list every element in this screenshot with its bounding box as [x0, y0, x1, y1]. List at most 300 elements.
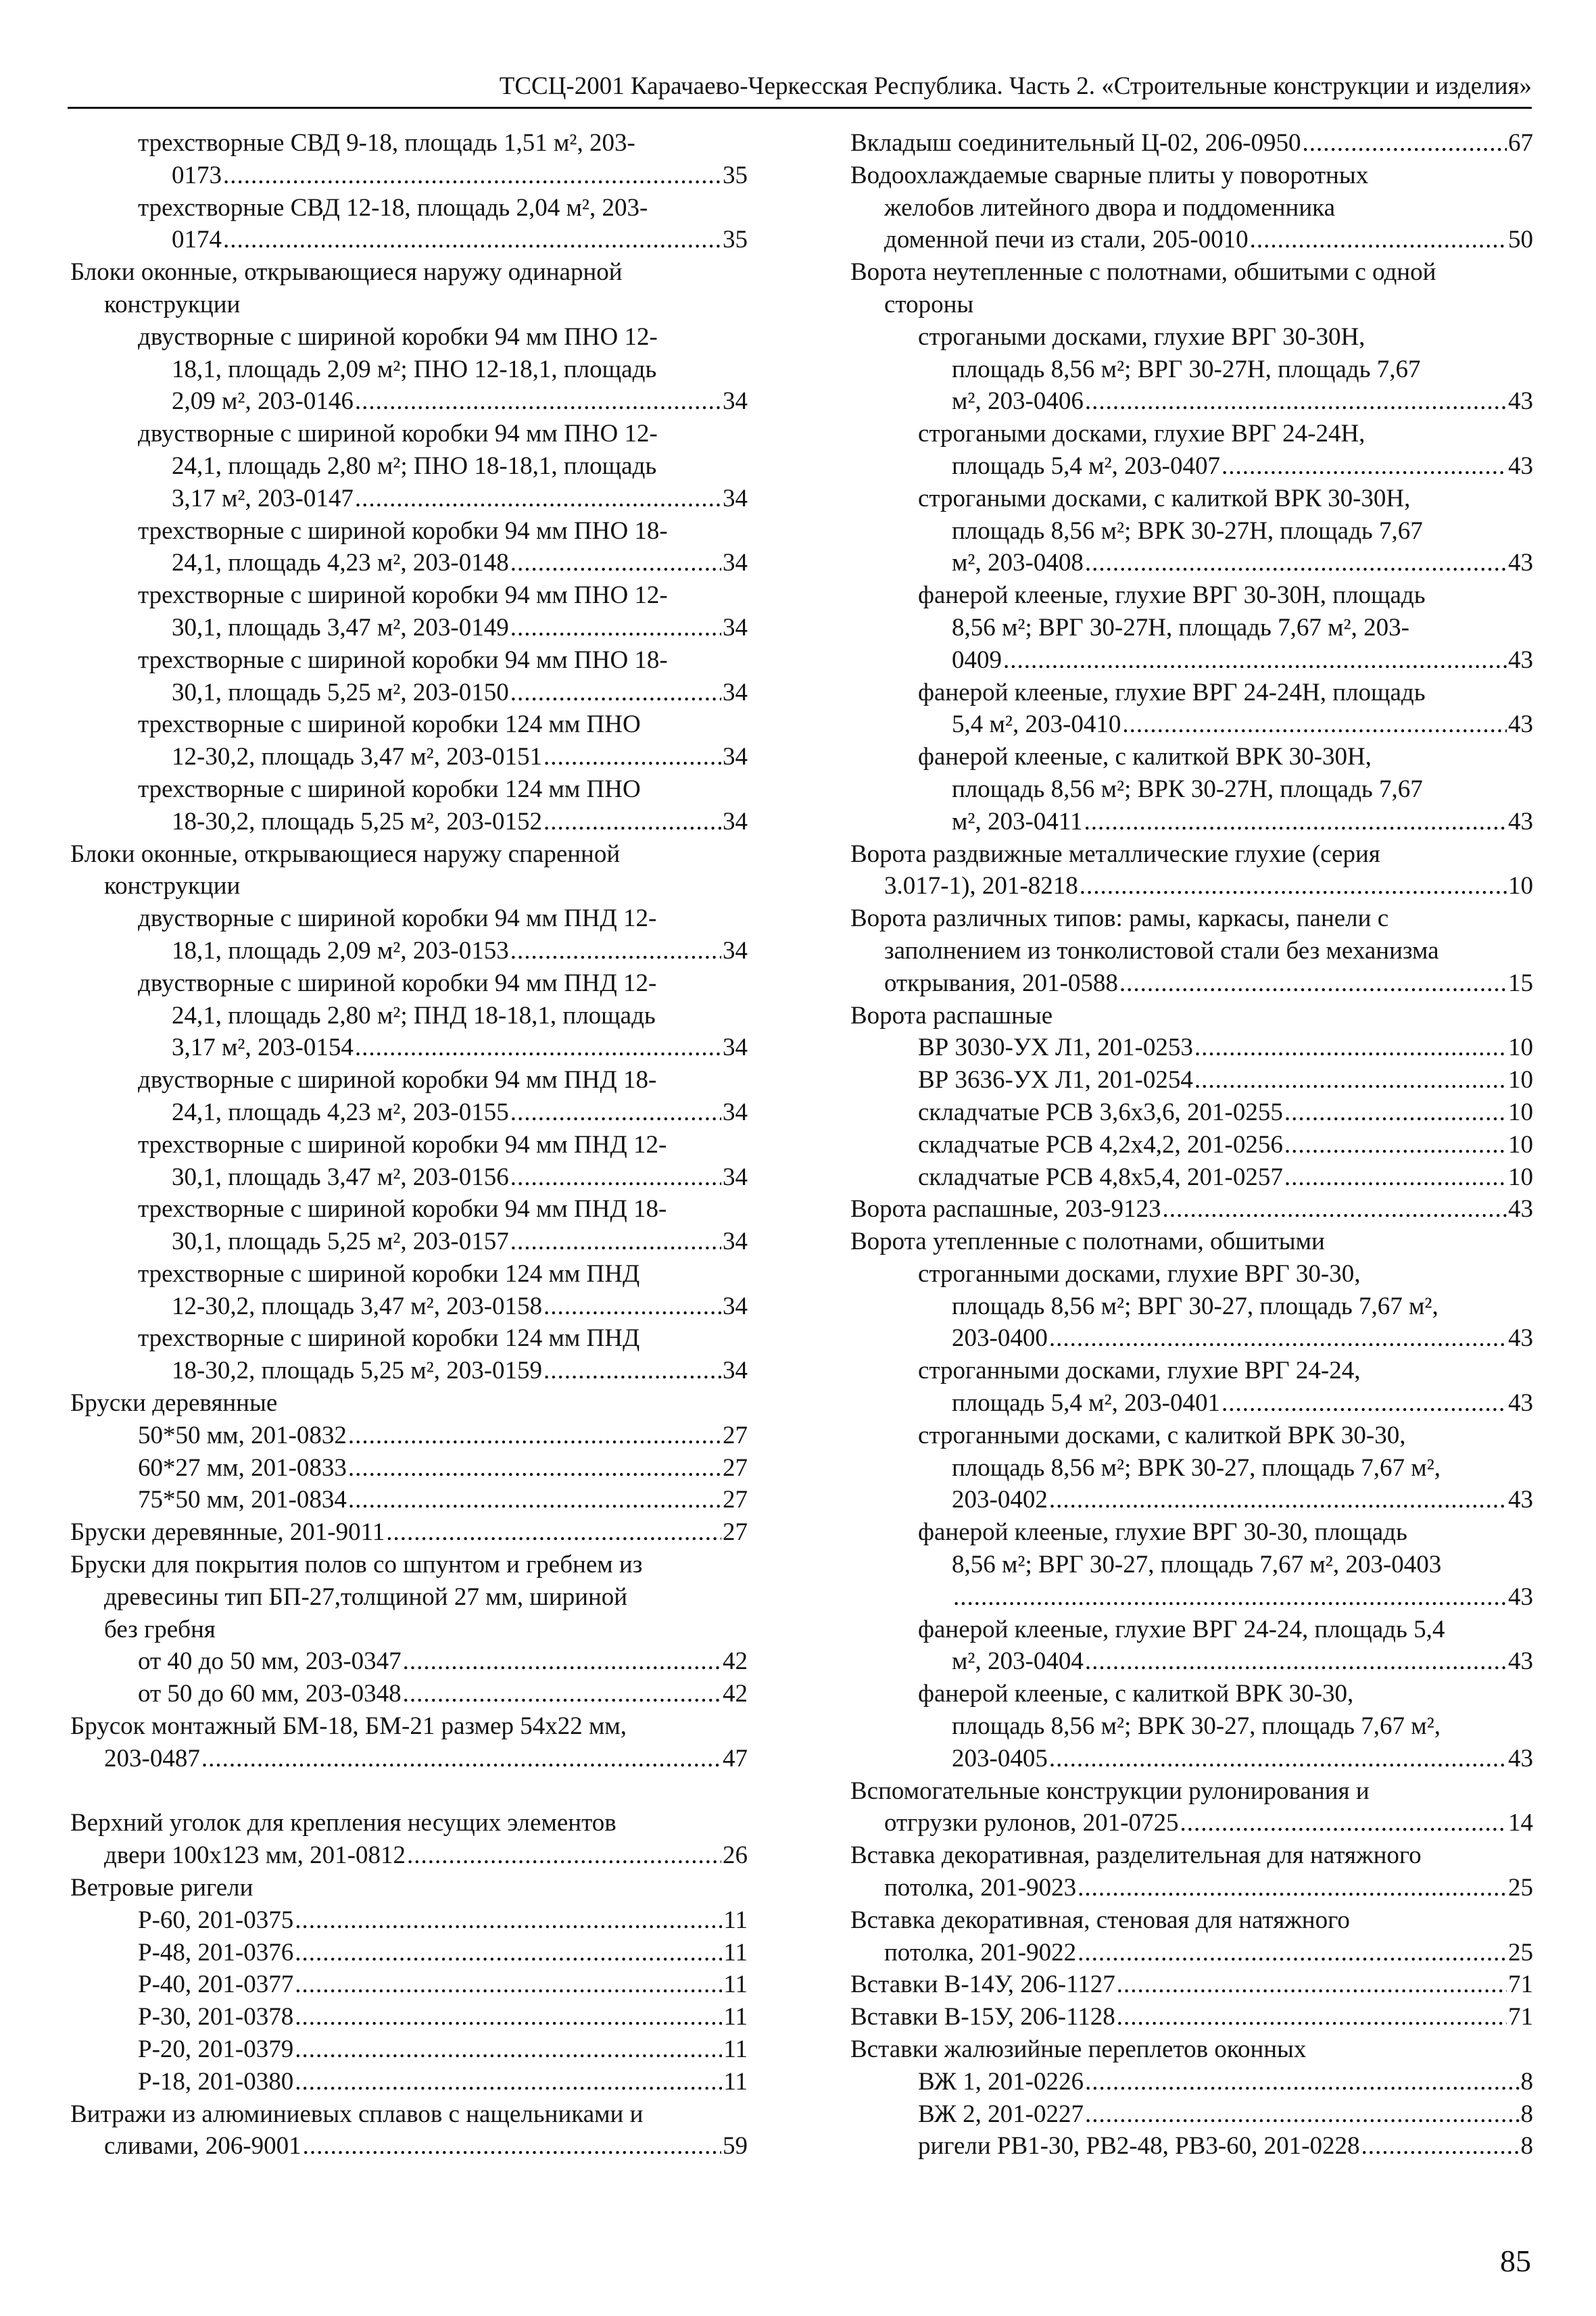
entry-page-number: 10: [1508, 1130, 1533, 1159]
entry-page-number: 42: [723, 1680, 748, 1708]
entry-leader-row: [918, 1322, 1533, 1355]
entry-text-line: трехстворные с шириной коробки 94 мм ПНО 12-: [138, 581, 668, 610]
dot-leader: [1222, 1387, 1507, 1420]
entry-page-number: 14: [1508, 1809, 1533, 1837]
entry-page-number: 47: [723, 1744, 748, 1772]
entry-page-number: 43: [1508, 1744, 1533, 1772]
index-entry: [70, 1872, 748, 1904]
index-column-left: [70, 127, 748, 2163]
entry-text-line: Блоки оконные, открывающиеся наружу одинарной: [70, 258, 623, 287]
entry-text-line: конструкции: [104, 290, 241, 318]
entry-label: 60*27 мм, 201-0833: [138, 1453, 347, 1482]
entry-leader-row: [850, 224, 1533, 256]
dot-leader: [953, 1581, 1507, 1614]
entry-page-number: 10: [1508, 1066, 1533, 1094]
entry-label: 24,1, площадь 4,23 м², 203-0148: [172, 549, 509, 577]
dot-leader: [1049, 1743, 1507, 1775]
dot-leader: [1003, 644, 1507, 677]
dot-leader: [543, 806, 721, 838]
dot-leader: [295, 1904, 722, 1937]
entry-label: 30,1, площадь 3,47 м², 203-0156: [172, 1163, 509, 1191]
entry-text-line: трехстворные СВД 9-18, площадь 1,51 м², 203-: [138, 129, 635, 157]
entry-label: Р-40, 201-0377: [138, 1971, 294, 1999]
entry-page-number: 42: [723, 1647, 748, 1676]
dot-leader: [355, 483, 721, 515]
dot-leader: [1049, 1484, 1507, 1516]
entry-label: Вкладыш соединительный Ц-02, 206-0950: [850, 129, 1301, 157]
dot-leader: [510, 1096, 721, 1129]
dot-leader: [1119, 967, 1507, 1000]
dot-leader: [1284, 1161, 1507, 1194]
index-entry: [70, 2098, 748, 2163]
entry-label: отгрузки рулонов, 201-0725: [884, 1809, 1179, 1837]
entry-text-line: Ворота различных типов: рамы, каркасы, панели с: [850, 904, 1389, 933]
entry-leader-row: [918, 2066, 1533, 2098]
index-subentry: [70, 1420, 748, 1452]
entry-page-number: 50: [1508, 226, 1533, 254]
index-subentry: [70, 192, 748, 257]
entry-leader-row: [918, 1032, 1533, 1064]
entry-text-line: заполнением из тонколистовой стали без механизма: [884, 936, 1439, 965]
entry-text-line: Ворота неутепленные с полотнами, обшитыми с одной: [850, 258, 1436, 287]
entry-text-line: желобов литейного двора и поддоменника: [884, 193, 1335, 222]
dot-leader: [510, 935, 721, 967]
dot-leader: [348, 1420, 721, 1452]
entry-leader-row: [918, 1129, 1533, 1161]
entry-leader-row: [850, 1937, 1533, 1969]
entry-text-line: двустворные с шириной коробки 94 мм ПНО 12-: [138, 420, 658, 448]
index-entry: [70, 1387, 748, 1420]
entry-label: площадь 5,4 м², 203-0401: [952, 1389, 1220, 1418]
entry-text-line: трехстворные с шириной коробки 124 мм ПНО: [138, 775, 641, 803]
entry-text-line: площадь 8,56 м²; ВРК 30-27, площадь 7,67 м²,: [952, 1453, 1441, 1482]
entry-page-number: 27: [723, 1486, 748, 1514]
entry-text-line: 8,56 м²; ВРГ 30-27, площадь 7,67 м², 203-0403: [952, 1551, 1442, 1579]
entry-label: 3,17 м², 203-0154: [172, 1034, 354, 1062]
entry-label: 18-30,2, площадь 5,25 м², 203-0159: [172, 1357, 543, 1385]
index-subentry: [70, 127, 748, 192]
dot-leader: [543, 741, 721, 773]
entry-leader-row: [138, 1032, 748, 1064]
entry-page-number: 25: [1508, 1938, 1533, 1967]
index-subentry: [70, 2001, 748, 2033]
entry-page-number: 27: [723, 1453, 748, 1482]
dot-leader: [1117, 2001, 1507, 2033]
entry-page-number: 43: [1508, 1324, 1533, 1353]
entry-text-line: двустворные с шириной коробки 94 мм ПНД 12-: [138, 904, 657, 933]
index-subentry: [70, 1937, 748, 1969]
index-subentry: [850, 741, 1533, 838]
entry-gap: [70, 1775, 748, 1808]
entry-leader-row: [918, 708, 1533, 741]
entry-leader-row: [70, 1743, 748, 1775]
entry-leader-row: [918, 1096, 1533, 1129]
entry-text-line: Водоохлаждаемые сварные плиты у поворотных: [850, 161, 1369, 189]
index-subentry: [70, 321, 748, 418]
entry-text-line: площадь 8,56 м²; ВРГ 30-27Н, площадь 7,67: [952, 355, 1421, 383]
entry-leader-row: [138, 677, 748, 709]
entry-text-line: Брусок монтажный БМ-18, БМ-21 размер 54х22 мм,: [70, 1712, 627, 1741]
entry-leader-row: [138, 483, 748, 515]
index-subentry: [850, 1032, 1533, 1064]
entry-text-line: без гребня: [104, 1615, 216, 1643]
entry-leader-row: [138, 1355, 748, 1387]
index-subentry: [850, 321, 1533, 418]
index-subentry: [850, 418, 1533, 483]
entry-leader-row: [138, 1484, 748, 1516]
index-entry: [850, 1193, 1533, 1226]
entry-text-line: площадь 8,56 м²; ВРК 30-27Н, площадь 7,67: [952, 516, 1423, 545]
dot-leader: [1250, 224, 1507, 256]
index-entry: [70, 838, 748, 903]
entry-leader-row: [70, 2130, 748, 2163]
entry-label: 0409: [952, 646, 1002, 674]
entry-page-number: 34: [723, 743, 748, 771]
dot-leader: [295, 2066, 722, 2098]
entry-page-number: 34: [723, 549, 748, 577]
index-subentry: [850, 1096, 1533, 1129]
entry-leader-row: [850, 1872, 1533, 1904]
dot-leader: [1194, 1064, 1507, 1096]
index-subentry: [70, 1645, 748, 1678]
entry-text-line: древесины тип БП-27,толщиной 27 мм, шириной: [104, 1583, 628, 1611]
entry-text-line: строгаными досками, с калиткой ВРК 30-30Н,: [918, 484, 1411, 512]
entry-page-number: 71: [1508, 1971, 1533, 1999]
entry-text-line: 18,1, площадь 2,09 м²; ПНО 12-18,1, площадь: [172, 355, 657, 383]
entry-leader-row: [850, 1193, 1533, 1226]
page-number: 85: [1500, 2244, 1531, 2278]
entry-leader-row: [850, 870, 1533, 902]
entry-text-line: площадь 8,56 м²; ВРК 30-27Н, площадь 7,67: [952, 775, 1423, 803]
entry-leader-row: [918, 1581, 1533, 1614]
entry-page-number: 43: [1508, 1647, 1533, 1676]
entry-label: от 50 до 60 мм, 203-0348: [138, 1680, 402, 1708]
index-subentry: [850, 677, 1533, 742]
entry-leader-row: [138, 1937, 748, 1969]
entry-leader-row: [138, 1161, 748, 1194]
entry-label: складчатые РСВ 4,2х4,2, 201-0256: [918, 1130, 1283, 1159]
dot-leader: [355, 1032, 721, 1064]
entry-text-line: площадь 8,56 м²; ВРК 30-27, площадь 7,67 м²,: [952, 1712, 1441, 1741]
dot-leader: [1180, 1807, 1507, 1839]
entry-label: доменной печи из стали, 205-0010: [884, 226, 1249, 254]
entry-page-number: 43: [1508, 387, 1533, 416]
entry-leader-row: [138, 806, 748, 838]
index-subentry: [70, 2033, 748, 2066]
entry-leader-row: [918, 1064, 1533, 1096]
entry-heading: Вставки жалюзийные переплетов оконных: [850, 2035, 1307, 2064]
entry-leader-row: [918, 806, 1533, 838]
entry-text-line: строганными досками, глухие ВРГ 30-30,: [918, 1259, 1361, 1288]
entry-page-number: 35: [723, 161, 748, 189]
entry-text-line: строгаными досками, глухие ВРГ 30-30Н,: [918, 322, 1365, 351]
entry-heading: Ворота распашные: [850, 1001, 1053, 1030]
entry-text-line: Ворота раздвижные металлические глухие (серия: [850, 840, 1380, 868]
entry-text-line: трехстворные с шириной коробки 94 мм ПНД 12-: [138, 1130, 667, 1159]
entry-page-number: 34: [723, 936, 748, 965]
entry-label: Вставки В-15У, 206-1128: [850, 2003, 1115, 2031]
entry-page-number: 34: [723, 807, 748, 836]
entry-label: м², 203-0406: [952, 387, 1084, 416]
entry-text-line: трехстворные с шириной коробки 124 мм ПНД: [138, 1259, 640, 1288]
index-subentry: [850, 1064, 1533, 1096]
entry-text-line: Бруски для покрытия полов со шпунтом и гребнем из: [70, 1551, 643, 1579]
entry-text-line: двустворные с шириной коробки 94 мм ПНО 12-: [138, 322, 658, 351]
entry-page-number: 10: [1508, 1098, 1533, 1126]
entry-page-number: 26: [723, 1841, 748, 1870]
dot-leader: [407, 1839, 721, 1872]
entry-leader-row: [138, 2066, 748, 2098]
entry-leader-row: [918, 547, 1533, 579]
index-subentry: [70, 1064, 748, 1129]
dot-leader: [303, 2130, 721, 2163]
dot-leader: [1117, 1969, 1507, 2001]
index-column-right: [850, 127, 1533, 2163]
index-subentry: [850, 483, 1533, 579]
entry-leader-row: [138, 1904, 748, 1937]
entry-label: 203-0405: [952, 1744, 1048, 1772]
entry-label: двери 100х123 мм, 201-0812: [104, 1841, 406, 1870]
entry-label: потолка, 201-9022: [884, 1938, 1077, 1967]
dot-leader: [1122, 708, 1507, 741]
dot-leader: [510, 677, 721, 709]
entry-page-number: 10: [1508, 872, 1533, 900]
entry-label: 203-0400: [952, 1324, 1048, 1353]
entry-label: ВР 3030-УХ Л1, 201-0253: [918, 1034, 1193, 1062]
dot-leader: [1084, 806, 1507, 838]
entry-label: Р-48, 201-0376: [138, 1938, 294, 1967]
entry-page-number: 43: [1508, 646, 1533, 674]
entry-leader-row: [138, 1969, 748, 2001]
index-subentry: [850, 2066, 1533, 2098]
entry-label: Р-60, 201-0375: [138, 1906, 294, 1934]
entry-text-line: 24,1, площадь 2,80 м²; ПНД 18-18,1, площадь: [172, 1001, 656, 1030]
entry-leader-row: [138, 741, 748, 773]
entry-page-number: 34: [723, 1034, 748, 1062]
index-entry: [70, 1807, 748, 1872]
entry-page-number: 59: [723, 2132, 748, 2161]
index-subentry: [850, 1420, 1533, 1516]
entry-label: 18-30,2, площадь 5,25 м², 203-0152: [172, 807, 543, 836]
entry-page-number: 10: [1508, 1163, 1533, 1191]
index-entry: [850, 1839, 1533, 1904]
entry-text-line: 24,1, площадь 2,80 м²; ПНО 18-18,1, площадь: [172, 452, 657, 480]
entry-page-number: 11: [723, 1971, 748, 1999]
dot-leader: [1222, 450, 1507, 483]
entry-page-number: 34: [723, 387, 748, 416]
entry-page-number: 71: [1508, 2003, 1533, 2031]
entry-label: Р-20, 201-0379: [138, 2035, 294, 2064]
entry-label: 3,17 м², 203-0147: [172, 484, 354, 512]
dot-leader: [348, 1452, 721, 1485]
entry-leader-row: [138, 160, 748, 192]
entry-leader-row: [70, 1839, 748, 1872]
entry-label: 75*50 мм, 201-0834: [138, 1486, 347, 1514]
index-subentry: [850, 1516, 1533, 1613]
entry-page-number: 11: [723, 2067, 748, 2096]
entry-page-number: 35: [723, 226, 748, 254]
entry-text-line: трехстворные СВД 12-18, площадь 2,04 м², 203-: [138, 193, 648, 222]
entry-heading: Ворота утепленные с полотнами, обшитыми: [850, 1228, 1325, 1256]
entry-leader-row: [138, 385, 748, 418]
entry-page-number: 43: [1508, 1389, 1533, 1418]
entry-text-line: трехстворные с шириной коробки 94 мм ПНО 18-: [138, 516, 668, 545]
index-entry: [850, 256, 1533, 321]
entry-leader-row: [918, 450, 1533, 483]
entry-label: Бруски деревянные, 201-9011: [70, 1518, 385, 1547]
entry-page-number: 8: [1520, 2100, 1533, 2128]
entry-label: Вставки В-14У, 206-1127: [850, 1971, 1115, 1999]
entry-text-line: двустворные с шириной коробки 94 мм ПНД 18-: [138, 1066, 657, 1094]
entry-text-line: Вспомогательные конструкции рулонирования и: [850, 1777, 1370, 1805]
dot-leader: [543, 1355, 721, 1387]
dot-leader: [295, 1937, 722, 1969]
dot-leader: [386, 1516, 721, 1549]
entry-leader-row: [918, 1387, 1533, 1420]
index-subentry: [850, 1129, 1533, 1161]
entry-label: от 40 до 50 мм, 203-0347: [138, 1647, 402, 1676]
entry-text-line: Вставка декоративная, стеновая для натяжного: [850, 1906, 1350, 1934]
index-entry: [70, 1516, 748, 1549]
dot-leader: [510, 1226, 721, 1258]
entry-leader-row: [138, 1678, 748, 1710]
dot-leader: [1078, 1872, 1507, 1904]
entry-text-line: двустворные с шириной коробки 94 мм ПНД 12-: [138, 969, 657, 997]
entry-leader-row: [918, 385, 1533, 418]
entry-leader-row: [918, 644, 1533, 677]
dot-leader: [403, 1645, 721, 1678]
entry-leader-row: [138, 1096, 748, 1129]
entry-text-line: фанерой клееные, глухие ВРГ 30-30, площадь: [918, 1518, 1407, 1547]
entry-label: 24,1, площадь 4,23 м², 203-0155: [172, 1098, 509, 1126]
index-subentry: [850, 1258, 1533, 1355]
entry-leader-row: [918, 1743, 1533, 1775]
index-subentry: [70, 644, 748, 709]
index-subentry: [70, 1452, 748, 1485]
dot-leader: [1049, 1322, 1507, 1355]
entry-label: складчатые РСВ 4,8х5,4, 201-0257: [918, 1163, 1283, 1191]
entry-page-number: 43: [1508, 1583, 1533, 1611]
entry-leader-row: [138, 2001, 748, 2033]
index-subentry: [70, 967, 748, 1064]
entry-leader-row: [850, 2001, 1533, 2033]
index-subentry: [70, 515, 748, 580]
entry-label: ВЖ 1, 201-0226: [918, 2067, 1084, 2096]
index-subentry: [70, 1969, 748, 2001]
entry-page-number: 34: [723, 1357, 748, 1385]
dot-leader: [295, 2033, 722, 2066]
entry-page-number: 34: [723, 1292, 748, 1320]
dot-leader: [1284, 1129, 1507, 1161]
index-subentry: [70, 1129, 748, 1194]
entry-leader-row: [138, 1226, 748, 1258]
entry-text-line: трехстворные с шириной коробки 94 мм ПНД 18-: [138, 1195, 667, 1224]
entry-page-number: 11: [723, 1938, 748, 1967]
entry-label: 203-0402: [952, 1486, 1048, 1514]
dot-leader: [295, 1969, 722, 2001]
entry-leader-row: [850, 127, 1533, 160]
dot-leader: [355, 385, 721, 418]
entry-label: Р-18, 201-0380: [138, 2067, 294, 2096]
entry-label: 30,1, площадь 5,25 м², 203-0150: [172, 678, 509, 706]
dot-leader: [1361, 2130, 1519, 2163]
entry-page-number: 8: [1520, 2067, 1533, 2096]
dot-leader: [223, 224, 721, 256]
entry-leader-row: [138, 935, 748, 967]
entry-page-number: 8: [1520, 2132, 1533, 2161]
index-subentry: [70, 1484, 748, 1516]
index-subentry: [850, 1355, 1533, 1420]
entry-page-number: 67: [1508, 129, 1533, 157]
entry-page-number: 34: [723, 1098, 748, 1126]
entry-text-line: трехстворные с шириной коробки 124 мм ПНО: [138, 710, 641, 739]
index-subentry: [850, 2130, 1533, 2163]
entry-leader-row: [138, 1452, 748, 1485]
entry-label: ригели РВ1-30, РВ2-48, РВ3-60, 201-0228: [918, 2132, 1360, 2161]
entry-label: 5,4 м², 203-0410: [952, 710, 1121, 739]
index-entry: [850, 1226, 1533, 1258]
index-subentry: [70, 2066, 748, 2098]
dot-leader: [1303, 127, 1507, 160]
entry-text-line: фанерой клееные, с калиткой ВРК 30-30Н,: [918, 743, 1372, 771]
index-subentry: [850, 2098, 1533, 2131]
index-entry: [70, 1710, 748, 1775]
dot-leader: [1085, 547, 1507, 579]
entry-page-number: 27: [723, 1518, 748, 1547]
entry-label: потолка, 201-9023: [884, 1874, 1077, 1902]
dot-leader: [295, 2001, 722, 2033]
entry-page-number: 27: [723, 1421, 748, 1449]
entry-page-number: 34: [723, 1163, 748, 1191]
dot-leader: [403, 1678, 721, 1710]
dot-leader: [510, 1161, 721, 1194]
entry-leader-row: [70, 1516, 748, 1549]
index-subentry: [850, 1161, 1533, 1194]
entry-text-line: фанерой клееные, глухие ВРГ 24-24Н, площадь: [918, 678, 1426, 706]
entry-leader-row: [918, 2098, 1533, 2131]
entry-page-number: 15: [1508, 969, 1533, 997]
entry-text-line: фанерой клееные, с калиткой ВРК 30-30,: [918, 1680, 1354, 1708]
entry-page-number: 34: [723, 613, 748, 642]
index-subentry: [70, 773, 748, 838]
entry-heading: Бруски деревянные: [70, 1389, 278, 1418]
entry-page-number: 43: [1508, 452, 1533, 480]
index-subentry: [70, 902, 748, 967]
entry-page-number: 10: [1508, 1034, 1533, 1062]
entry-label: открывания, 201-0588: [884, 969, 1118, 997]
entry-label: м², 203-0408: [952, 549, 1084, 577]
dot-leader: [1284, 1096, 1507, 1129]
index-subentry: [850, 1678, 1533, 1775]
entry-page-number: 25: [1508, 1874, 1533, 1902]
entry-page-number: 43: [1508, 1486, 1533, 1514]
entry-page-number: 34: [723, 484, 748, 512]
index-entry: [850, 160, 1533, 256]
entry-text-line: Блоки оконные, открывающиеся наружу спаренной: [70, 840, 621, 868]
dot-leader: [1085, 2066, 1520, 2098]
dot-leader: [543, 1290, 721, 1323]
index-entry: [850, 127, 1533, 160]
index-subentry: [70, 418, 748, 514]
entry-label: м², 203-0404: [952, 1647, 1084, 1676]
index-entry: [850, 1775, 1533, 1840]
entry-text-line: 8,56 м²; ВРГ 30-27Н, площадь 7,67 м², 203-: [952, 613, 1409, 642]
index-subentry: [850, 1614, 1533, 1679]
dot-leader: [201, 1743, 721, 1775]
entry-label: 50*50 мм, 201-0832: [138, 1421, 347, 1449]
header-title: ТССЦ-2001 Карачаево-Черкесская Республика. Часть 2. «Строительные конструкции и изделия»: [499, 72, 1532, 100]
entry-page-number: 43: [1508, 807, 1533, 836]
